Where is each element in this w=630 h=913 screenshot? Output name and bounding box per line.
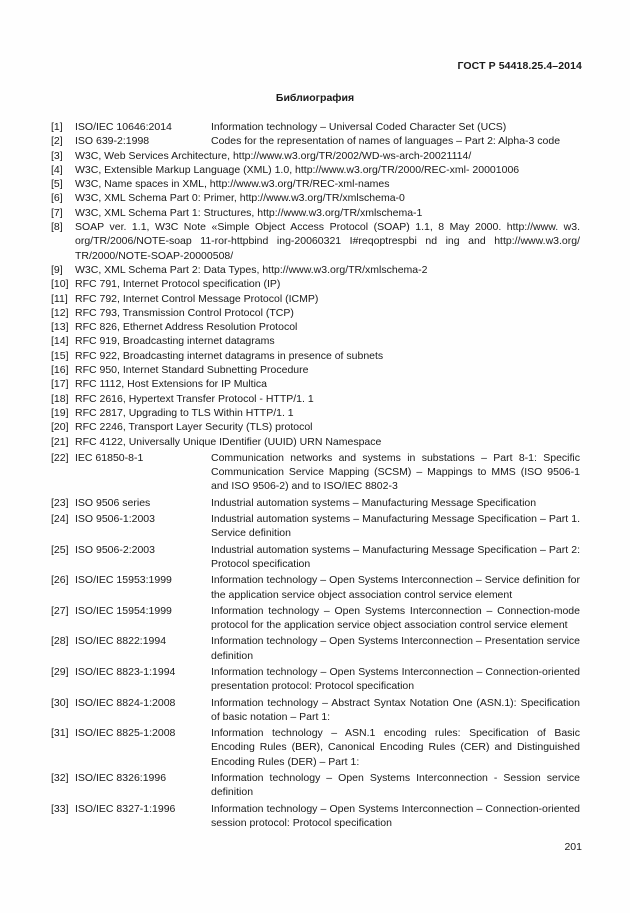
entry-title: Industrial automation systems – Manufacturing Message Specification – Part 1. Service definition bbox=[211, 513, 580, 540]
entry-code: ISO/IEC 10646:2014 bbox=[75, 121, 172, 133]
entry-code: ISO/IEC 8822:1994 bbox=[75, 635, 167, 648]
entry-code: ISO 9506-2:2003 bbox=[75, 543, 155, 556]
entry-title: Information technology – Abstract Syntax Notation One (ASN.1): Specification of basic notation – Part 1: bbox=[211, 696, 580, 723]
entry-title: RFC 2246, Transport Layer Security (TLS) protocol bbox=[75, 421, 313, 434]
entry-title: RFC 922, Broadcasting internet datagrams in presence of subnets bbox=[75, 349, 384, 362]
entry-title: W3C, Web Services Architecture, http://www.w3.org/TR/2002/WD-ws-arch-20021114/ bbox=[75, 149, 472, 162]
entry-number: [24] bbox=[51, 513, 69, 526]
bibliography-entry bbox=[51, 634, 580, 663]
entry-title: Information technology – Open Systems Interconnection – Connection-oriented session protocol: Protocol specification bbox=[211, 802, 580, 829]
bibliography-entry bbox=[51, 306, 580, 320]
entry-title: RFC 792, Internet Control Message Protocol (ICMP) bbox=[75, 292, 319, 305]
bibliography-entry bbox=[51, 543, 580, 572]
bibliography-entry bbox=[51, 177, 580, 191]
bibliography-entry bbox=[51, 451, 580, 494]
entry-code: IEC 61850-8-1 bbox=[75, 451, 144, 464]
entry-number: [12] bbox=[51, 306, 69, 319]
entry-code: ISO 9506 series bbox=[75, 496, 151, 509]
bibliography-list bbox=[51, 120, 580, 830]
entry-code: ISO/IEC 8825-1:2008 bbox=[75, 727, 176, 740]
entry-title: Industrial automation systems – Manufacturing Message Specification bbox=[211, 496, 537, 509]
entry-title: Industrial automation systems – Manufacturing Message Specification – Part 2: Protocol specification bbox=[211, 543, 580, 570]
entry-number: [31] bbox=[51, 727, 69, 740]
entry-number: [18] bbox=[51, 392, 69, 405]
entry-code: ISO/IEC 8823-1:1994 bbox=[75, 665, 176, 678]
entry-title: Information technology – Open Systems Interconnection – Presentation service definition bbox=[211, 635, 580, 662]
bibliography-entry bbox=[51, 392, 580, 406]
entry-number: [3] bbox=[51, 149, 63, 162]
entry-code: ISO/IEC 8824-1:2008 bbox=[75, 696, 176, 709]
entry-number: [28] bbox=[51, 635, 69, 648]
bibliography-entry bbox=[51, 420, 580, 434]
entry-title: W3C, XML Schema Part 2: Data Types, http://www.w3.org/TR/xmlschema-2 bbox=[75, 263, 428, 276]
entry-number: [7] bbox=[51, 206, 63, 219]
entry-number: [4] bbox=[51, 163, 63, 176]
bibliography-entry bbox=[51, 163, 580, 177]
bibliography-entry bbox=[51, 277, 580, 291]
entry-number: [22] bbox=[51, 451, 69, 464]
bibliography-entry bbox=[51, 377, 580, 391]
entry-number: [14] bbox=[51, 335, 69, 348]
bibliography-entry bbox=[51, 696, 580, 725]
entry-code: ISO/IEC 8326:1996 bbox=[75, 772, 167, 785]
bibliography-entry bbox=[51, 771, 580, 800]
bibliography-entry bbox=[51, 334, 580, 348]
entry-number: [30] bbox=[51, 696, 69, 709]
entry-number: [1] bbox=[51, 121, 63, 133]
entry-title: W3C, XML Schema Part 1: Structures, http://www.w3.org/TR/xmlschema-1 bbox=[75, 206, 423, 219]
entry-title: RFC 2616, Hypertext Transfer Protocol - HTTP/1. 1 bbox=[75, 392, 314, 405]
bibliography-entry bbox=[51, 435, 580, 449]
entry-number: [11] bbox=[51, 292, 68, 305]
page-title: Библиография bbox=[275, 92, 355, 104]
bibliography-entry bbox=[51, 120, 580, 134]
entry-number: [32] bbox=[51, 772, 69, 785]
entry-title: W3C, Extensible Markup Language (XML) 1.0, http://www.w3.org/TR/2000/REC-xml- 20001006 bbox=[75, 163, 520, 176]
bibliography-entry bbox=[51, 206, 580, 220]
bibliography-entry bbox=[51, 320, 580, 334]
bibliography-entry bbox=[51, 349, 580, 363]
entry-title: RFC 4122, Universally Unique IDentifier (UUID) URN Namespace bbox=[75, 435, 382, 448]
entry-number: [9] bbox=[51, 263, 63, 276]
page-number: 201 bbox=[564, 841, 582, 853]
bibliography-entry bbox=[51, 802, 580, 831]
entry-title: RFC 826, Ethernet Address Resolution Protocol bbox=[75, 321, 298, 334]
bibliography-entry bbox=[51, 149, 580, 163]
entry-number: [6] bbox=[51, 192, 63, 205]
entry-number: [23] bbox=[51, 496, 69, 509]
entry-title: RFC 919, Broadcasting internet datagrams bbox=[75, 335, 275, 348]
entry-number: [20] bbox=[51, 421, 69, 434]
entry-number: [26] bbox=[51, 574, 69, 587]
entry-title: SOAP ver. 1.1, W3C Note «Simple Object Access Protocol (SOAP) 1.1, 8 May 2000. http://www. w3. org/TR/2006/NOTE-soap 11-ror-httpbind ing-20060321 I#reqoptrespbi nd ing and http://www.w3.org/ TR/2000/NOTE-SOAP-20000508/ bbox=[75, 221, 580, 262]
entry-number: [29] bbox=[51, 665, 69, 678]
entry-number: [15] bbox=[51, 349, 69, 362]
standard-header: ГОСТ Р 54418.25.4–2014 bbox=[457, 60, 582, 72]
entry-title: RFC 793, Transmission Control Protocol (TCP) bbox=[75, 306, 294, 319]
entry-code: ISO/IEC 15953:1999 bbox=[75, 574, 172, 587]
entry-title: Information technology – Open Systems Interconnection – Connection-mode protocol for the application service object association control service element bbox=[211, 604, 580, 632]
entry-title: RFC 2817, Upgrading to TLS Within HTTP/1. 1 bbox=[75, 406, 294, 419]
bibliography-entry bbox=[51, 363, 580, 377]
entry-number: [10] bbox=[51, 278, 69, 291]
entry-code: ISO/IEC 8327-1:1996 bbox=[75, 802, 176, 815]
entry-title: RFC 1112, Host Extensions for IP Multica bbox=[75, 378, 267, 391]
entry-title: RFC 950, Internet Standard Subnetting Procedure bbox=[75, 364, 309, 377]
entry-title: Information technology – ASN.1 encoding rules: Specification of Basic Encoding Rules (BER), Canonical Encoding Rules (CER) and Distinguished Encoding Rules (DER) – Part 1: bbox=[211, 727, 580, 768]
bibliography-entry bbox=[51, 496, 580, 510]
entry-number: [21] bbox=[51, 435, 69, 448]
entry-number: [33] bbox=[51, 802, 69, 815]
entry-number: [16] bbox=[51, 364, 69, 377]
bibliography-entry bbox=[51, 134, 580, 148]
bibliography-entry bbox=[51, 604, 580, 633]
entry-code: ISO 9506-1:2003 bbox=[75, 513, 155, 526]
bibliography-entry bbox=[51, 406, 580, 420]
bibliography-entry bbox=[51, 573, 580, 602]
entry-number: [19] bbox=[51, 406, 69, 419]
entry-number: [8] bbox=[51, 221, 63, 234]
entry-title: Information technology – Universal Coded Character Set (UCS) bbox=[211, 121, 507, 133]
entry-code: ISO 639-2:1998 bbox=[75, 135, 150, 148]
entry-title: RFC 791, Internet Protocol specification (IP) bbox=[75, 278, 281, 291]
bibliography-entry bbox=[51, 191, 580, 205]
entry-number: [17] bbox=[51, 378, 69, 391]
entry-number: [27] bbox=[51, 604, 69, 617]
entry-title: W3C, XML Schema Part 0: Primer, http://www.w3.org/TR/xmlschema-0 bbox=[75, 192, 405, 205]
entry-title: Information technology – Open Systems Interconnection – Service definition for the application service object association control service element bbox=[211, 574, 580, 601]
entry-number: [13] bbox=[51, 321, 69, 334]
bibliography-entry bbox=[51, 220, 580, 263]
bibliography-entry bbox=[51, 292, 580, 306]
entry-number: [5] bbox=[51, 178, 63, 191]
entry-title: Communication networks and systems in substations – Part 8-1: Specific Communication Service Mapping (SCSM) – Mappings to MMS (ISO 9506-1 and ISO 9506-2) and to ISO/IEC 8802-3 bbox=[211, 451, 580, 493]
bibliography-entry bbox=[51, 665, 580, 694]
entry-code: ISO/IEC 15954:1999 bbox=[75, 604, 172, 617]
bibliography-entry bbox=[51, 512, 580, 541]
bibliography-entry bbox=[51, 726, 580, 769]
entry-title: W3C, Name spaces in XML, http://www.w3.org/TR/REC-xml-names bbox=[75, 178, 390, 191]
bibliography-entry bbox=[51, 263, 580, 277]
entry-title: Information technology – Open Systems Interconnection - Session service definition bbox=[211, 772, 580, 799]
entry-title: Information technology – Open Systems Interconnection – Connection-oriented presentation protocol: Protocol specification bbox=[211, 665, 580, 693]
entry-number: [25] bbox=[51, 543, 69, 556]
entry-number: [2] bbox=[51, 135, 63, 148]
entry-title: Codes for the representation of names of languages – Part 2: Alpha-3 code bbox=[211, 135, 561, 148]
